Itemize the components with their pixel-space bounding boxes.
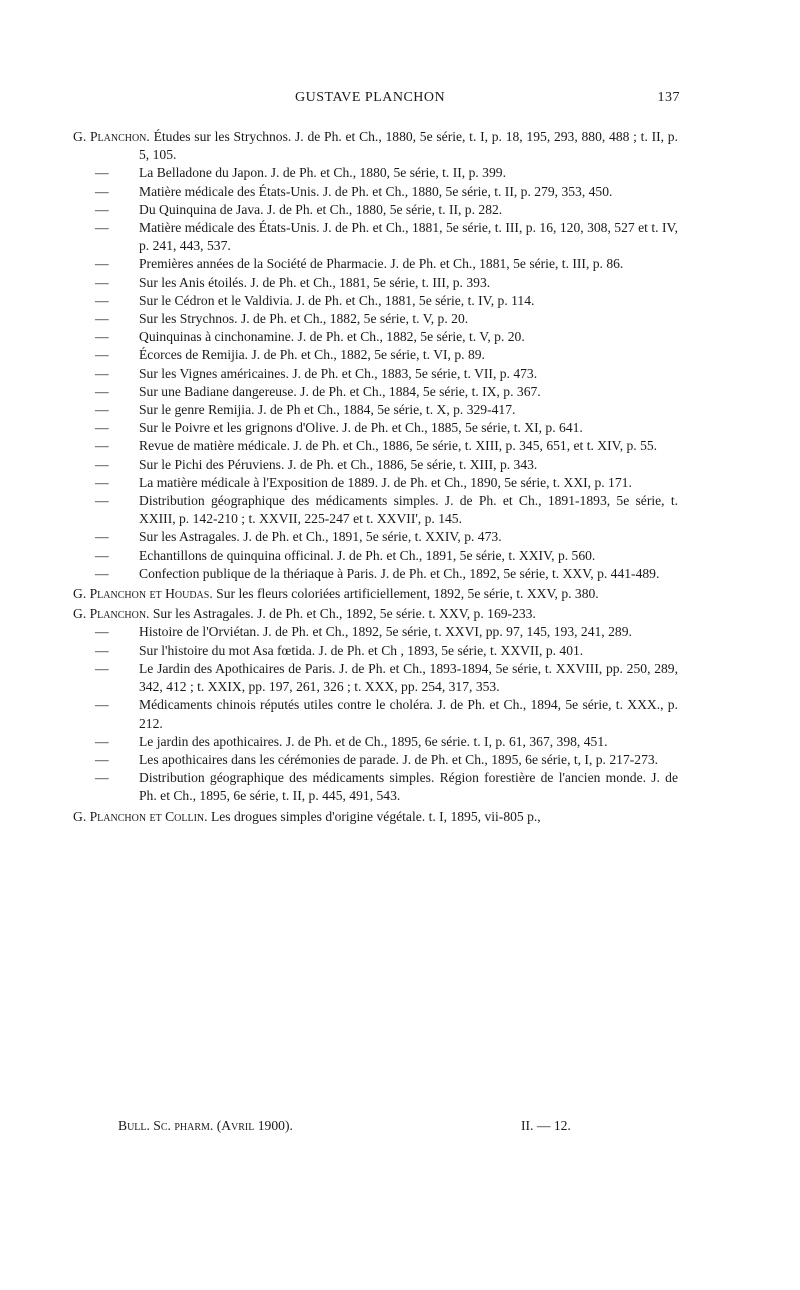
bibliography-entry [73,346,678,364]
entry-author: G. Planchon. [73,129,150,144]
bibliography-entry [73,547,678,565]
ditto-dash: — [95,292,109,308]
bibliography-entry [73,585,678,603]
bibliography-entry [73,201,678,219]
ditto-dash: — [95,547,109,563]
page-header [60,90,680,112]
ditto-dash: — [95,274,109,290]
bibliography-entry [73,310,678,328]
entry-text: Sur les Strychnos. J. de Ph. et Ch., 1882, 5e série, t. V, p. 20. [139,311,469,327]
ditto-dash: — [95,493,109,509]
entry-text: Matière médicale des États-Unis. J. de Ph. et Ch., 1880, 5e série, t. II, p. 279, 353, 450. [139,183,613,199]
entry-author: G. Planchon. [73,606,150,622]
entry-text: Sur l'histoire du mot Asa fœtida. J. de Ph. et Ch , 1893, 5e série, t. XXVII, p. 401. [139,642,584,658]
ditto-dash: — [95,420,109,436]
entry-text: Le jardin des apothicaires. J. de Ph. et de Ch., 1895, 6e série. t. I, p. 61, 367, 398, 451. [139,733,608,749]
ditto-dash: — [95,402,109,418]
entry-text: Les drogues simples d'origine végétale. t. I, 1895, vii-805 p., [210,808,541,824]
bibliography-entry [73,751,678,769]
bibliography-entry [73,642,678,660]
entry-text: Sur le Poivre et les grignons d'Olive. J. de Ph. et Ch., 1885, 5e série, t. XI, p. 641. [139,420,583,436]
entry-text: Histoire de l'Orviétan. J. de Ph. et Ch., 1892, 5e série, t. XXVI, pp. 97, 145, 193, 241, 289. [139,624,632,640]
bibliography-entry [73,128,678,164]
ditto-dash: — [95,347,109,363]
entry-text: Sur le Cédron et le Valdivia. J. de Ph. et Ch., 1881, 5e série, t. IV, p. 114. [139,292,535,308]
bibliography-entry [73,183,678,201]
entry-text: Sur une Badiane dangereuse. J. de Ph. et Ch., 1884, 5e série, t. IX, p. 367. [139,383,541,399]
entry-text: Confection publique de la thériaque à Paris. J. de Ph. et Ch., 1892, 5e série, t. XXV, p. 441-489. [139,565,660,581]
journal-reference: Bull. Sc. pharm. (Avril 1900). [118,1118,293,1133]
entry-text: Les apothicaires dans les cérémonies de parade. J. de Ph. et Ch., 1895, 6e série, t, I, p. 217-273. [139,751,659,767]
ditto-dash: — [95,256,109,272]
entry-text: Le Jardin des Apothicaires de Paris. J. de Ph. et Ch., 1893-1894, 5e série, t. XXVIII, pp. 250, 289, 342, 412 ; t. XXIX, pp. 197, 261, 326 ; t. XXX, pp. 254, 317, 353. [139,660,678,695]
bibliography-entry [73,219,678,255]
entry-text: Sur les Astragales. J. de Ph. et Ch., 1891, 5e série, t. XXIV, p. 473. [139,529,502,545]
entry-text: Médicaments chinois réputés utiles contre le choléra. J. de Ph. et Ch., 1894, 5e série, t. XXX., p. 212. [139,697,678,731]
ditto-dash: — [95,220,109,236]
entry-author: G. Planchon et Collin. [73,808,208,824]
entry-text: Sur les Astragales. J. de Ph. et Ch., 1892, 5e série. t. XXV, p. 169-233. [152,606,536,622]
bibliography-entry [73,456,678,474]
bibliography-entry [73,255,678,273]
entry-text: Sur les fleurs coloriées artificiellement, 1892, 5e série, t. XXV, p. 380. [216,586,599,602]
bibliography-entry [73,274,678,292]
bibliography-entry [73,292,678,310]
ditto-dash: — [95,311,109,327]
ditto-dash: — [95,733,109,749]
ditto-dash: — [95,456,109,472]
bibliography-list [73,126,678,826]
entry-text: Sur les Vignes américaines. J. de Ph. et Ch., 1883, 5e série, t. VII, p. 473. [139,365,538,381]
ditto-dash: — [95,165,109,181]
ditto-dash: — [95,329,109,345]
entry-text: Sur le genre Remijia. J. de Ph et Ch., 1884, 5e série, t. X, p. 329-417. [139,402,516,418]
entry-text: Echantillons de quinquina officinal. J. de Ph. et Ch., 1891, 5e série, t. XXIV, p. 560. [139,547,596,563]
bibliography-entry [73,623,678,641]
bibliography-entry [73,769,678,805]
entry-text: Sur le Pichi des Péruviens. J. de Ph. et Ch., 1886, 5e série, t. XIII, p. 343. [139,456,538,472]
entry-text: Revue de matière médicale. J. de Ph. et Ch., 1886, 5e série, t. XIII, p. 345, 651, et t. XIV, p. 55. [139,438,658,454]
sheet-signature: II. — 12. [521,1118,571,1133]
bibliography-entry [73,660,678,696]
ditto-dash: — [95,529,109,545]
bibliography-entry [73,419,678,437]
bibliography-entry [73,365,678,383]
ditto-dash: — [95,183,109,199]
entry-text: Matière médicale des États-Unis. J. de Ph. et Ch., 1881, 5e série, t. III, p. 16, 120, 308, 527 et t. IV, p. 241, 443, 537. [139,220,678,254]
ditto-dash: — [95,751,109,767]
entry-text: Distribution géographique des médicaments simples. J. de Ph. et Ch., 1891-1893, 5e série, t. XXIII, p. 142-210 ; t. XXVII, 225-247 et t. XXVII', p. 145. [139,493,678,527]
bibliography-entry [73,696,678,732]
ditto-dash: — [95,624,109,640]
ditto-dash: — [95,438,109,454]
entry-author: G. Planchon et Houdas. [73,586,213,602]
ditto-dash: — [95,474,109,490]
ditto-dash: — [95,660,109,676]
bibliography-entry [73,474,678,492]
bibliography-entry [73,492,678,528]
bibliography-entry [73,733,678,751]
entry-text: Sur les Anis étoilés. J. de Ph. et Ch., 1881, 5e série, t. III, p. 393. [139,274,491,290]
bibliography-entry [73,164,678,182]
ditto-dash: — [95,770,109,786]
ditto-dash: — [95,365,109,381]
ditto-dash: — [95,565,109,581]
bibliography-entry [73,565,678,583]
entry-text: Quinquinas à cinchonamine. J. de Ph. et Ch., 1882, 5e série, t. V, p. 20. [139,329,525,345]
bibliography-entry [73,528,678,546]
entry-text: La matière médicale à l'Exposition de 1889. J. de Ph. et Ch., 1890, 5e série, t. XXI, p. 171. [139,474,632,490]
entry-text: Écorces de Remijia. J. de Ph. et Ch., 1882, 5e série, t. VI, p. 89. [139,347,485,363]
entry-text: La Belladone du Japon. J. de Ph. et Ch., 1880, 5e série, t. II, p. 399. [139,165,506,181]
entry-text: Études sur les Strychnos. J. de Ph. et Ch., 1880, 5e série, t. I, p. 18, 195, 293, 880, 488 ; t. II, p. 5, 105. [139,129,678,163]
bibliography-entry [73,808,678,826]
page-number: 137 [657,90,680,105]
entry-text: Du Quinquina de Java. J. de Ph. et Ch., 1880, 5e série, t. II, p. 282. [139,201,503,217]
entry-text: Distribution géographique des médicaments simples. Région forestière de l'ancien monde. J. de Ph. et Ch., 1895, 6e série, t. II, p. 445, 491, 543. [139,770,678,804]
ditto-dash: — [95,201,109,217]
bibliography-entry [73,605,678,623]
running-title: GUSTAVE PLANCHON [295,90,446,105]
bibliography-entry [73,401,678,419]
entry-text: Premières années de la Société de Pharmacie. J. de Ph. et Ch., 1881, 5e série, t. III, p. 86. [139,256,624,272]
bibliography-entry [73,328,678,346]
ditto-dash: — [95,697,109,713]
bibliography-entry [73,437,678,455]
bibliography-entry [73,383,678,401]
ditto-dash: — [95,383,109,399]
ditto-dash: — [95,642,109,658]
